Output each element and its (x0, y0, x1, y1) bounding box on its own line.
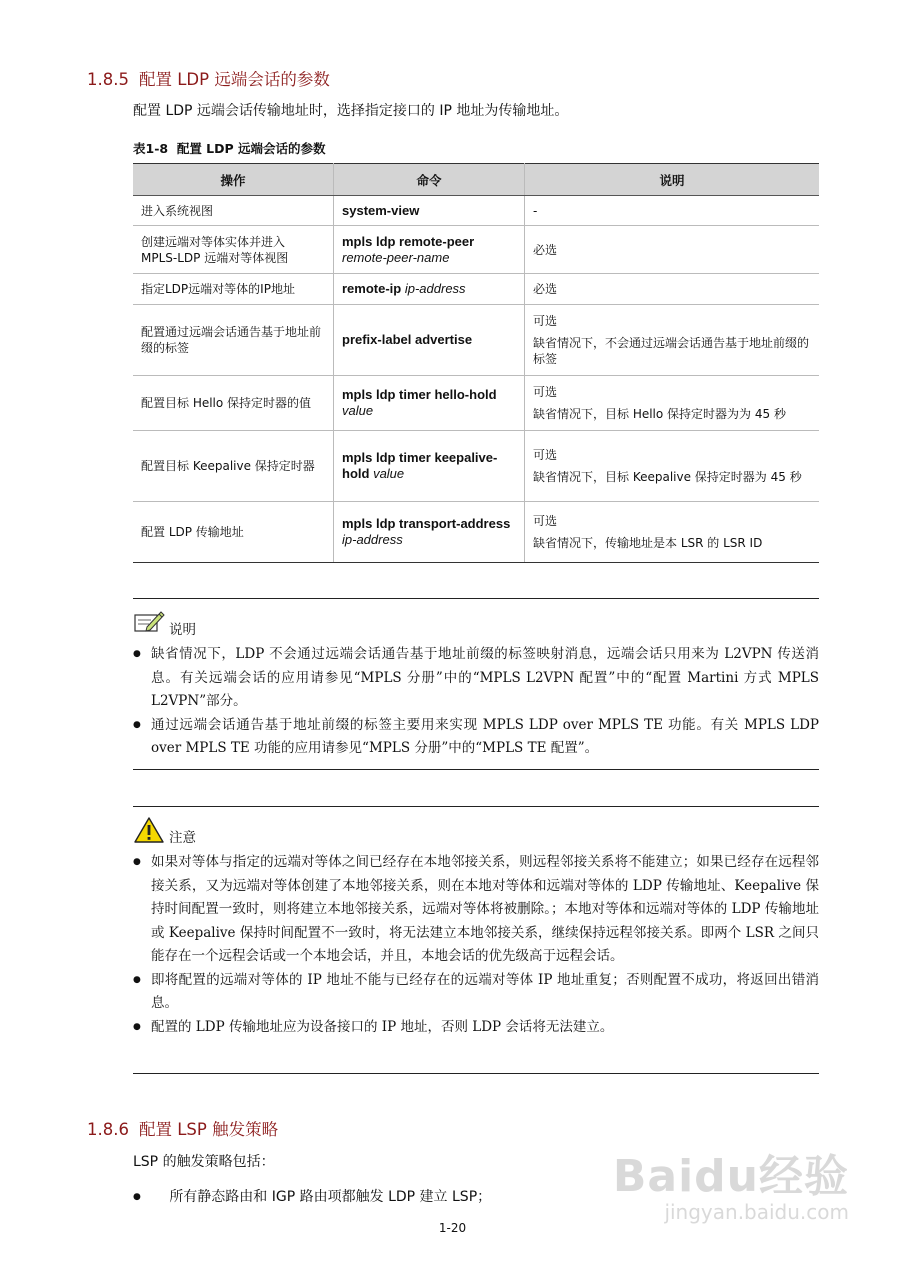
command-keyword: prefix-label advertise (342, 332, 473, 347)
note-list (133, 643, 819, 761)
table-row (133, 431, 819, 502)
section-number: 1.8.6 (87, 1120, 129, 1139)
list-item: ● 配置的 LDP 传输地址应为设备接口的 IP 地址，否则 LDP 会话将无法建立。 (133, 1016, 819, 1040)
cell-command (334, 196, 525, 226)
cell-command (334, 376, 525, 431)
table-header-row (133, 164, 819, 196)
table-caption-id: 表1-8 (133, 141, 169, 156)
command-keyword: system-view (342, 202, 420, 218)
desc-line: 可选 (533, 314, 558, 328)
cell-operation: 配置 LDP 传输地址 (133, 502, 334, 563)
list-item: ● 即将配置的远端对等体的 IP 地址不能与已经存在的远端对等体 IP 地址重复；否则配置不成功，将返回出错消息。 (133, 969, 819, 1016)
table-row (133, 305, 819, 376)
desc-detail: 缺省情况下，不会通过远端会话通告基于地址前缀的标签 (533, 336, 810, 366)
cell-description (525, 376, 820, 431)
command-argument: ip-address (404, 281, 466, 296)
desc-line: - (533, 203, 538, 218)
header-description: 说明 (525, 164, 820, 196)
caution-label: 注意 (169, 830, 196, 846)
cell-description (525, 274, 820, 305)
header-operation: 操作 (133, 164, 334, 196)
caution-title (133, 817, 196, 847)
command-argument: remote-peer-name (342, 249, 450, 265)
cell-operation: 配置目标 Hello 保持定时器的值 (133, 376, 334, 431)
desc-detail: 缺省情况下，目标 Keepalive 保持定时器为 45 秒 (533, 470, 802, 484)
warning-triangle-icon (133, 816, 165, 848)
page-number: 1-20 (438, 1221, 467, 1235)
cell-command (334, 274, 525, 305)
note-pencil-icon (133, 609, 165, 639)
list-item: ● 如果对等体与指定的远端对等体之间已经存在本地邻接关系，则远程邻接关系将不能建立；如果已经存在远程邻接关系，又为远端对等体创建了本地邻接关系，则在本地对等体和远端对等体的 LDP 传输地址、Keepalive 保持时间配置一致时，则将建立本地邻接关系，远端对等体将被删除。；本地对等体和远端对等体的 LDP 传输地址或 Keepalive 保持时间配置不一致时，将无法建立本地邻接关系，继续保持远程邻接关系。即两个 LSR 之间只能存在一个远程会话或一个本地会话，并且，本地会话的优先级高于远程会话。 (133, 851, 819, 969)
table-row (133, 226, 819, 274)
watermark-url: jingyan.baidu.com (664, 1200, 849, 1224)
section-title: 配置 LSP 触发策略 (138, 1120, 279, 1139)
command-keyword: remote-ip (342, 281, 402, 296)
list-item-text: 所有静态路由和 IGP 路由项都触发 LDP 建立 LSP； (169, 1189, 492, 1205)
note-title (133, 609, 196, 639)
baidu-watermark (613, 1140, 849, 1224)
list-item: ● 缺省情况下，LDP 不会通过远端会话通告基于地址前缀的标签映射消息，远端会话只用来为 L2VPN 传送消息。有关远端会话的应用请参见“MPLS 分册”中的“MPLS L2VPN 配置”中的“配置 Martini 方式 MPLS L2VPN”部分。 (133, 643, 819, 714)
desc-detail: 缺省情况下，目标 Hello 保持定时器为为 45 秒 (533, 407, 786, 421)
cell-command (334, 226, 525, 274)
desc-line: 可选 (533, 385, 558, 399)
cell-operation: 配置目标 Keepalive 保持定时器 (133, 431, 334, 502)
note-label: 说明 (169, 622, 196, 638)
command-argument: ip-address (342, 532, 403, 547)
desc-detail: 缺省情况下，传输地址是本 LSR 的 LSR ID (533, 536, 763, 550)
section-heading-1-8-5 (87, 66, 330, 90)
cell-command (334, 305, 525, 376)
list-item: ● 通过远端会话通告基于地址前缀的标签主要用来实现 MPLS LDP over MPLS TE 功能。有关 MPLS LDP over MPLS TE 功能的应用请参见“MPLS 分册”中的“MPLS TE 配置”。 (133, 714, 819, 761)
note-box (133, 598, 819, 770)
header-command: 命令 (334, 164, 525, 196)
section-title: 配置 LDP 远端会话的参数 (138, 70, 330, 89)
command-keyword: mpls ldp transport-address (342, 516, 511, 531)
desc-line: 可选 (533, 448, 558, 462)
table-row (133, 274, 819, 305)
params-table (133, 163, 819, 563)
watermark-brand: Baidu经验 (612, 1151, 849, 1202)
desc-line: 必选 (533, 242, 558, 257)
cell-description (525, 305, 820, 376)
table-row (133, 196, 819, 226)
section-number: 1.8.5 (87, 70, 129, 89)
section-heading-1-8-6 (87, 1116, 278, 1140)
table-row (133, 502, 819, 563)
list-item (133, 1186, 491, 1208)
table-caption-text: 配置 LDP 远端会话的参数 (176, 141, 326, 156)
section-intro: LSP 的触发策略包括： (133, 1154, 275, 1170)
cell-command (334, 431, 525, 502)
bullet-dot: ● (133, 1192, 141, 1202)
desc-line: 必选 (533, 282, 558, 296)
command-keyword: mpls ldp timer keepalive-hold (342, 450, 498, 481)
desc-line: 可选 (533, 514, 558, 528)
cell-operation: 指定LDP远端对等体的IP地址 (133, 274, 334, 305)
cell-description (525, 502, 820, 563)
cell-command (334, 502, 525, 563)
table-caption (133, 139, 326, 157)
cell-operation: 进入系统视图 (133, 196, 334, 226)
cell-description (525, 196, 820, 226)
command-keyword: mpls ldp timer hello-hold (342, 387, 497, 402)
cell-description (525, 431, 820, 502)
command-argument: value (373, 466, 405, 481)
cell-operation: 配置通过远端会话通告基于地址前缀的标签 (133, 305, 334, 376)
cell-description (525, 226, 820, 274)
command-keyword: mpls ldp remote-peer (342, 233, 475, 249)
caution-box (133, 806, 819, 1074)
command-argument: value (342, 403, 374, 418)
section-intro: 配置 LDP 远端会话传输地址时，选择指定接口的 IP 地址为传输地址。 (133, 103, 569, 119)
caution-list (133, 851, 819, 1039)
cell-operation: 创建远端对等体实体并进入 MPLS-LDP 远端对等体视图 (133, 226, 334, 274)
table-row (133, 376, 819, 431)
